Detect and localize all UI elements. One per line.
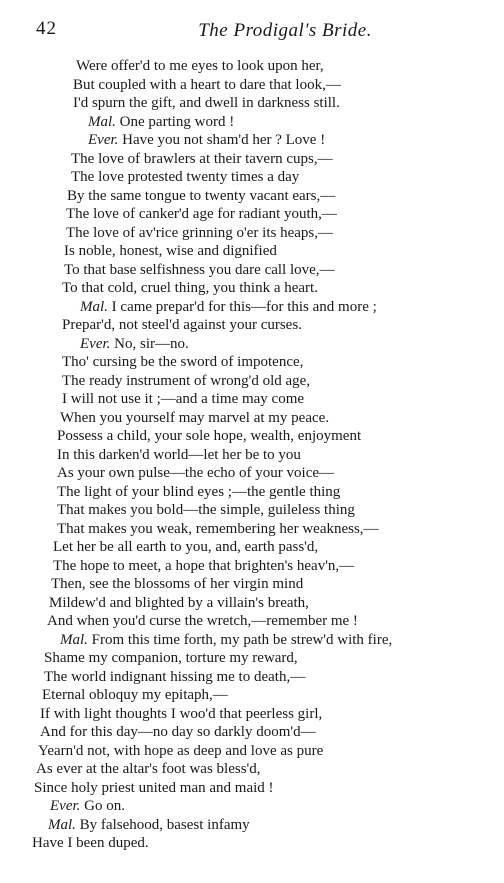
- verse-line: [0, 631, 504, 650]
- line-text: The ready instrument of wrong'd old age,: [62, 372, 311, 389]
- line-text: The love of av'rice grinning o'er its heaps,—: [66, 224, 333, 241]
- line-text: But coupled with a heart to dare that look,—: [73, 76, 341, 93]
- line-text: From this time forth, my path be strew'd with fire,: [91, 631, 393, 648]
- verse-line: [0, 372, 504, 391]
- verse-line: [0, 168, 504, 187]
- verse-line: [0, 224, 504, 243]
- running-title: The Prodigal's Bride.: [198, 20, 372, 41]
- line-text: Since holy priest united man and maid !: [34, 779, 274, 796]
- line-text: Have you not sham'd her ? Love !: [122, 132, 326, 148]
- speaker-name: Mal.: [48, 816, 76, 833]
- verse-line: [0, 612, 504, 631]
- speaker-name: Ever.: [80, 335, 111, 352]
- line-text: Tho' cursing be the sword of impotence,: [62, 354, 304, 370]
- verse-line: [0, 298, 504, 317]
- verse-line: [0, 464, 504, 483]
- verse-line: [0, 57, 504, 76]
- verse-line: [0, 705, 504, 724]
- line-text: Then, see the blossoms of her virgin mind: [51, 576, 304, 592]
- verse-line: [0, 649, 504, 668]
- line-text: Shame my companion, torture my reward,: [44, 650, 298, 666]
- line-text: The world indignant hissing me to death,—: [44, 668, 306, 685]
- line-text: To that cold, cruel thing, you think a heart.: [62, 280, 318, 296]
- verse-line: [0, 390, 504, 409]
- line-text: The love of brawlers at their tavern cups,—: [71, 150, 333, 167]
- verse-line: [0, 742, 504, 761]
- line-text: The love protested twenty times a day: [71, 169, 300, 185]
- line-text: The light of your blind eyes ;—the gentle thing: [57, 483, 341, 500]
- line-text: I'd spurn the gift, and dwell in darkness still.: [73, 95, 340, 111]
- line-text: Yearn'd not, with hope as deep and love as pure: [38, 742, 324, 759]
- verse-line: [0, 668, 504, 687]
- line-text: Prepar'd, not steel'd against your curses.: [62, 317, 302, 333]
- line-text: I came prepar'd for this—for this and more ;: [111, 298, 377, 315]
- verse-line: [0, 261, 504, 280]
- verse-line: [0, 779, 504, 798]
- speaker-name: Ever.: [88, 132, 119, 148]
- page-number: 42: [36, 18, 57, 39]
- speaker-name: Mal.: [60, 631, 88, 648]
- line-text: In this darken'd world—let her be to you: [57, 446, 301, 463]
- verse-line: [0, 797, 504, 816]
- line-text: Is noble, honest, wise and dignified: [64, 243, 277, 259]
- verse-line: [0, 94, 504, 113]
- line-text: When you yourself may marvel at my peace.: [60, 409, 330, 426]
- line-text: By falsehood, basest infamy: [79, 816, 250, 833]
- verse-line: [0, 353, 504, 372]
- verse-line: [0, 538, 504, 557]
- verse-line: [0, 520, 504, 539]
- line-text: Eternal obloquy my epitaph,—: [42, 687, 228, 703]
- verse-line: [0, 76, 504, 95]
- page-header: [0, 18, 504, 44]
- speaker-name: Mal.: [80, 298, 108, 315]
- verse-line: [0, 409, 504, 428]
- line-text: I will not use it ;—and a time may come: [62, 391, 305, 407]
- verse-text: [0, 57, 504, 853]
- line-text: Have I been duped.: [32, 835, 149, 851]
- verse-line: [0, 279, 504, 298]
- speaker-name: Ever.: [50, 798, 81, 814]
- verse-line: [0, 335, 504, 354]
- line-text: The hope to meet, a hope that brighten's heav'n,—: [53, 557, 355, 574]
- line-text: The love of canker'd age for radiant youth,—: [66, 206, 337, 222]
- line-text: As your own pulse—the echo of your voice—: [57, 465, 335, 481]
- line-text: Were offer'd to me eyes to look upon her,: [76, 58, 324, 74]
- line-text: To that base selfishness you dare call love,—: [64, 261, 335, 278]
- line-text: And when you'd curse the wretch,—remember me !: [47, 613, 358, 629]
- verse-line: [0, 205, 504, 224]
- verse-line: [0, 686, 504, 705]
- verse-line: [0, 150, 504, 169]
- line-text: Mildew'd and blighted by a villain's breath,: [49, 594, 309, 611]
- verse-line: [0, 834, 504, 853]
- line-text: And for this day—no day so darkly doom'd—: [40, 724, 316, 740]
- verse-line: [0, 760, 504, 779]
- speaker-name: Mal.: [88, 113, 116, 130]
- verse-line: [0, 316, 504, 335]
- line-text: If with light thoughts I woo'd that peerless girl,: [40, 705, 323, 722]
- line-text: By the same tongue to twenty vacant ears,—: [67, 187, 336, 204]
- line-text: That makes you weak, remembering her weakness,—: [57, 520, 379, 537]
- line-text: Let her be all earth to you, and, earth pass'd,: [53, 539, 319, 555]
- verse-line: [0, 816, 504, 835]
- verse-line: [0, 446, 504, 465]
- line-text: Possess a child, your sole hope, wealth, enjoyment: [57, 428, 362, 444]
- verse-line: [0, 723, 504, 742]
- verse-line: [0, 427, 504, 446]
- line-text: As ever at the altar's foot was bless'd,: [36, 761, 261, 777]
- verse-line: [0, 483, 504, 502]
- line-text: One parting word !: [119, 113, 235, 130]
- verse-line: [0, 187, 504, 206]
- line-text: No, sir—no.: [114, 335, 189, 352]
- verse-line: [0, 594, 504, 613]
- line-text: That makes you bold—the simple, guileless thing: [57, 502, 355, 518]
- verse-line: [0, 113, 504, 132]
- verse-line: [0, 557, 504, 576]
- verse-line: [0, 501, 504, 520]
- line-text: Go on.: [84, 798, 125, 814]
- verse-line: [0, 575, 504, 594]
- verse-line: [0, 131, 504, 150]
- verse-line: [0, 242, 504, 261]
